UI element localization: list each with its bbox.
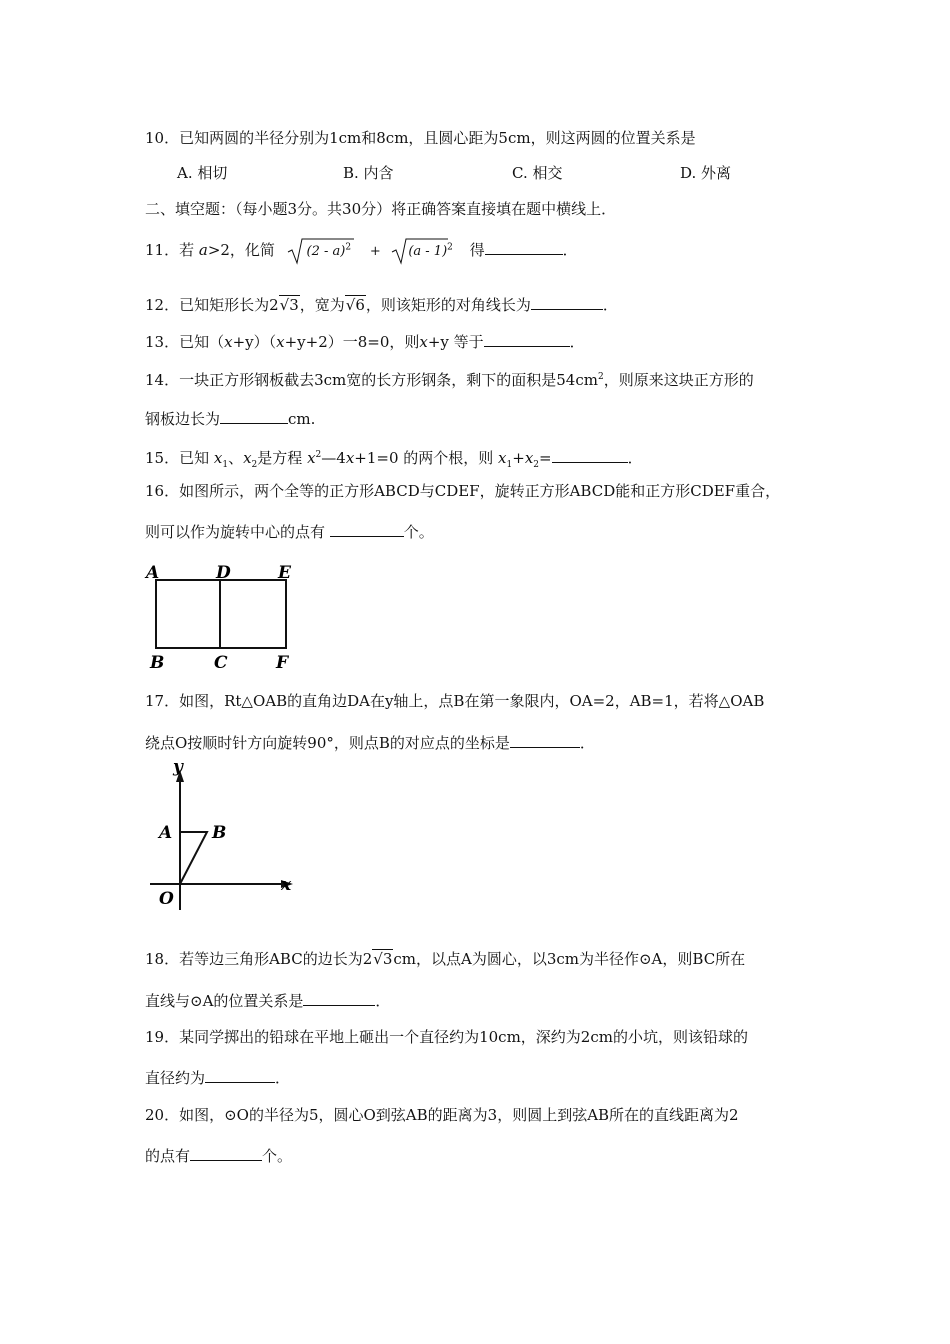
q11-prefix: 11．若	[145, 241, 199, 259]
q12-mid: ，宽为	[299, 296, 345, 314]
q12-len-radical: √3	[279, 296, 299, 314]
q12-end: ．	[602, 296, 618, 314]
q10-option-a[interactable]: A. 相切	[177, 164, 228, 182]
label-y: y	[173, 760, 183, 777]
q14-line1: 14．一块正方形钢板截去3cm宽的长方形钢条，剩下的面积是$54cm^2$，则原来这块正方形的	[145, 371, 754, 389]
q13-answer-blank[interactable]	[484, 332, 570, 347]
q11-end: ．	[562, 241, 578, 259]
label-f: F	[276, 653, 289, 673]
q19-line2: 直径约为 ．	[145, 1069, 291, 1087]
label-o: O	[159, 889, 174, 909]
q14-answer-blank[interactable]	[220, 409, 288, 424]
q15-answer-blank[interactable]	[552, 448, 628, 463]
q20-answer-blank[interactable]	[190, 1146, 262, 1161]
q12-answer-blank[interactable]	[531, 295, 603, 310]
q11-var: a	[198, 241, 208, 259]
q13-part-c: +y 等于	[427, 333, 484, 351]
label-c: C	[214, 653, 228, 673]
label-b: B	[212, 823, 227, 843]
q14-line2: 钢板边长为 cm.	[145, 410, 316, 428]
label-a: A	[146, 563, 160, 583]
q13-part-b: +y+2）一8=0，则	[284, 333, 420, 351]
q15-x2: x	[243, 449, 252, 467]
q16-answer-blank[interactable]	[330, 522, 404, 537]
q18-line1: 18．若等边三角形ABC的边长为2√3cm，以点A为圆心，以3cm为半径作⊙A，则BC所在	[145, 950, 746, 968]
q11-expr1: (2 - a)$^2$	[306, 242, 352, 259]
label-e: E	[278, 563, 291, 583]
q11-suffix: 得	[469, 241, 485, 259]
q13-x3: x	[419, 333, 428, 351]
q13-part-a: +y）（	[232, 333, 277, 351]
label-d: D	[216, 563, 231, 583]
q17-line1: 17．如图，Rt△OAB的直角边DA在y轴上，点B在第一象限内，OA=2，AB=1，若将△OAB	[145, 692, 765, 710]
section-2-heading: 二、填空题：（每小题3分。共30分）将正确答案直接填在题中横线上．	[145, 200, 617, 218]
q13-x1: x	[224, 333, 233, 351]
q15-x1: x	[213, 449, 223, 467]
q15-x4: x	[345, 449, 355, 467]
q10-option-c[interactable]: C. 相交	[512, 164, 563, 182]
q20-line2: 的点有 个。	[145, 1147, 293, 1165]
q10-option-b[interactable]: B. 内含	[343, 164, 394, 182]
q16-squares-figure	[142, 560, 312, 675]
q11-answer-blank[interactable]	[485, 240, 563, 255]
q15: 15．已知 $x_1$、$x_2$是方程 $x^2—4x+1=0$ 的两个根，则 $x_1+x_2=$ ．	[145, 449, 643, 470]
q20-line1: 20．如图，⊙O的半径为5，圆心O到弦AB的距离为3，则圆上到弦AB所在的直线距离为2	[145, 1106, 739, 1124]
q12-suffix: ，则该矩形的对角线长为	[365, 296, 531, 314]
q10-option-d[interactable]: D. 外离	[680, 164, 732, 182]
q15-x5: x	[498, 449, 507, 467]
q11-plus: +	[369, 244, 381, 259]
q11-cond: >2，化简	[207, 241, 275, 259]
q19-line1: 19．某同学掷出的铅球在平地上砸出一个直径约为10cm，深约为2cm的小坑，则该铅球的	[145, 1028, 748, 1046]
q15-x3: x	[307, 449, 316, 467]
q11	[145, 236, 612, 266]
q17-answer-blank[interactable]	[510, 733, 580, 748]
q18-radical: √3	[373, 950, 393, 968]
q13-end: ．	[569, 333, 585, 351]
q12	[145, 295, 618, 315]
q12-len-coef: 2	[269, 296, 279, 314]
q13-prefix: 13．已知（	[145, 333, 225, 351]
q19-answer-blank[interactable]	[205, 1068, 275, 1083]
q16-line1: 16．如图所示，两个全等的正方形ABCD与CDEF，旋转正方形ABCD能和正方形CDEF重合，	[145, 482, 781, 500]
q13	[145, 332, 585, 352]
q17-axes-figure	[145, 760, 310, 920]
q13-x2: x	[276, 333, 285, 351]
q12-wid-radical: √6	[345, 296, 365, 314]
q15-x6: x	[524, 449, 534, 467]
label-x: x	[281, 875, 292, 895]
q18-line2: 直线与⊙A的位置关系是 ．	[145, 992, 391, 1010]
label-a: A	[159, 823, 173, 843]
label-b: B	[150, 653, 165, 673]
q10-stem: 10．已知两圆的半径分别为1cm和8cm，且圆心距为5cm，则这两圆的位置关系是	[145, 129, 696, 147]
q18-answer-blank[interactable]	[303, 991, 375, 1006]
q16-line2: 则可以作为旋转中心的点有 个。	[145, 523, 434, 541]
triangle-oab	[180, 832, 207, 884]
q11-expr2: (a - 1)$^2$	[408, 242, 453, 259]
q17-line2: 绕点O按顺时针方向旋转90°，则点B的对应点的坐标是 ．	[145, 734, 595, 752]
q12-prefix: 12．已知矩形长为	[145, 296, 270, 314]
